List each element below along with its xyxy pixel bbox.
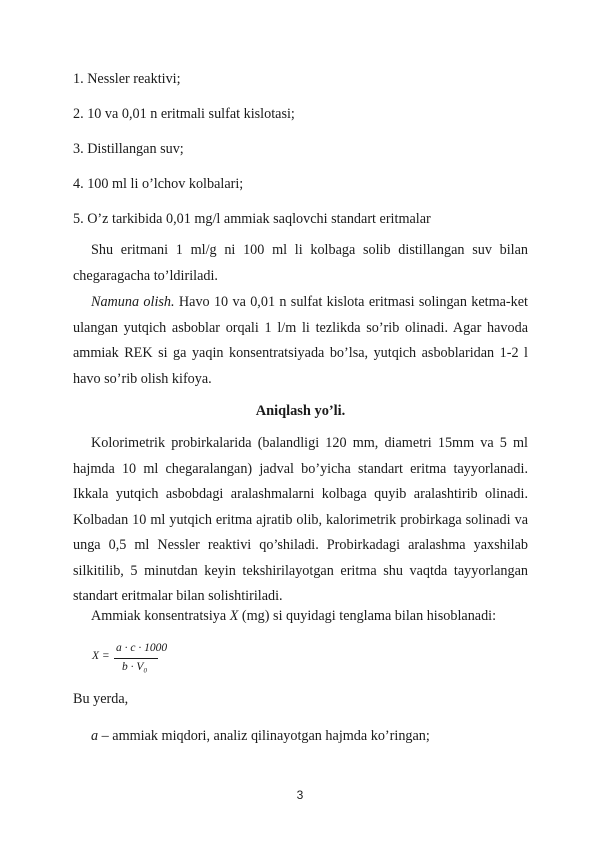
paragraph-concentration xyxy=(73,604,528,630)
formula-denominator: b · V₀ xyxy=(122,661,148,673)
paragraph-sampling xyxy=(73,290,528,392)
formula-lhs: X = xyxy=(92,650,110,662)
paragraph-solution-prep: Shu eritmani 1 ml/g ni 100 ml li kolbaga solib distillangan suv bilan chegaragacha to’ldiriladi. xyxy=(73,242,528,284)
sampling-label: Namuna olish. xyxy=(91,294,175,310)
list-item: 2. 10 va 0,01 n eritmali sulfat kislotasi; xyxy=(73,106,295,122)
section-heading: Aniqlash yo’li. xyxy=(255,403,346,419)
definition-line xyxy=(91,726,430,746)
definition-variable: a xyxy=(91,728,99,744)
list-item: 4. 100 ml li o’lchov kolbalari; xyxy=(73,176,244,192)
paragraph-method: Kolorimetrik probirkalarida (balandligi 120 mm, diametri 15mm va 5 ml hajmda 10 ml chegaralangan) jadval bo’yicha standart eritma tayyorlanadi. Ikkala yutqich asbobdagi aralashmalarni kolbaga quyib aralashtirib olinadi. Kolbadan 10 ml yutqich eritma ajratib olib, kalorimetrik probirkaga solinadi va unga 0,5 ml Nessler reaktivi qo’shiladi. Probirkadagi aralashma yaxshilab silkitilib, 5 minutdan keyin tekshirilayotgan eritma shu vaqtda tayyorlangan standart eritmalar bilan solishtiriladi. xyxy=(73,435,528,604)
list-item: 5. O’z tarkibida 0,01 mg/l ammiak saqlovchi standart eritmalar xyxy=(73,211,431,227)
concentration-text-after: (mg) si quyidagi tenglama bilan hisoblanadi: xyxy=(238,608,497,624)
formula-numerator: a · c · 1000 xyxy=(116,642,168,654)
definition-text: – ammiak miqdori, analiz qilinayotgan hajmda ko’ringan; xyxy=(98,728,430,744)
page-number: 3 xyxy=(296,788,304,802)
sampling-text: Havo 10 va 0,01 n sulfat kislota eritmasi solingan ketma-ket ulangan yutqich asboblar orqali 1 l/m li tezlikda so’rib olinadi. Agar havoda ammiak REK si ga yaqin konsentratsiyada bo’lsa, yutqich asboblaridan 1-2 l havo so’rib olish kifoya. xyxy=(73,294,528,387)
concentration-text-before: Ammiak konsentratsiya xyxy=(91,608,230,624)
fraction-bar xyxy=(114,658,158,659)
concentration-variable: X xyxy=(229,608,239,624)
where-label: Bu yerda, xyxy=(73,691,129,707)
list-item: 1. Nessler reaktivi; xyxy=(73,71,181,87)
list-item: 3. Distillangan suv; xyxy=(73,141,184,157)
